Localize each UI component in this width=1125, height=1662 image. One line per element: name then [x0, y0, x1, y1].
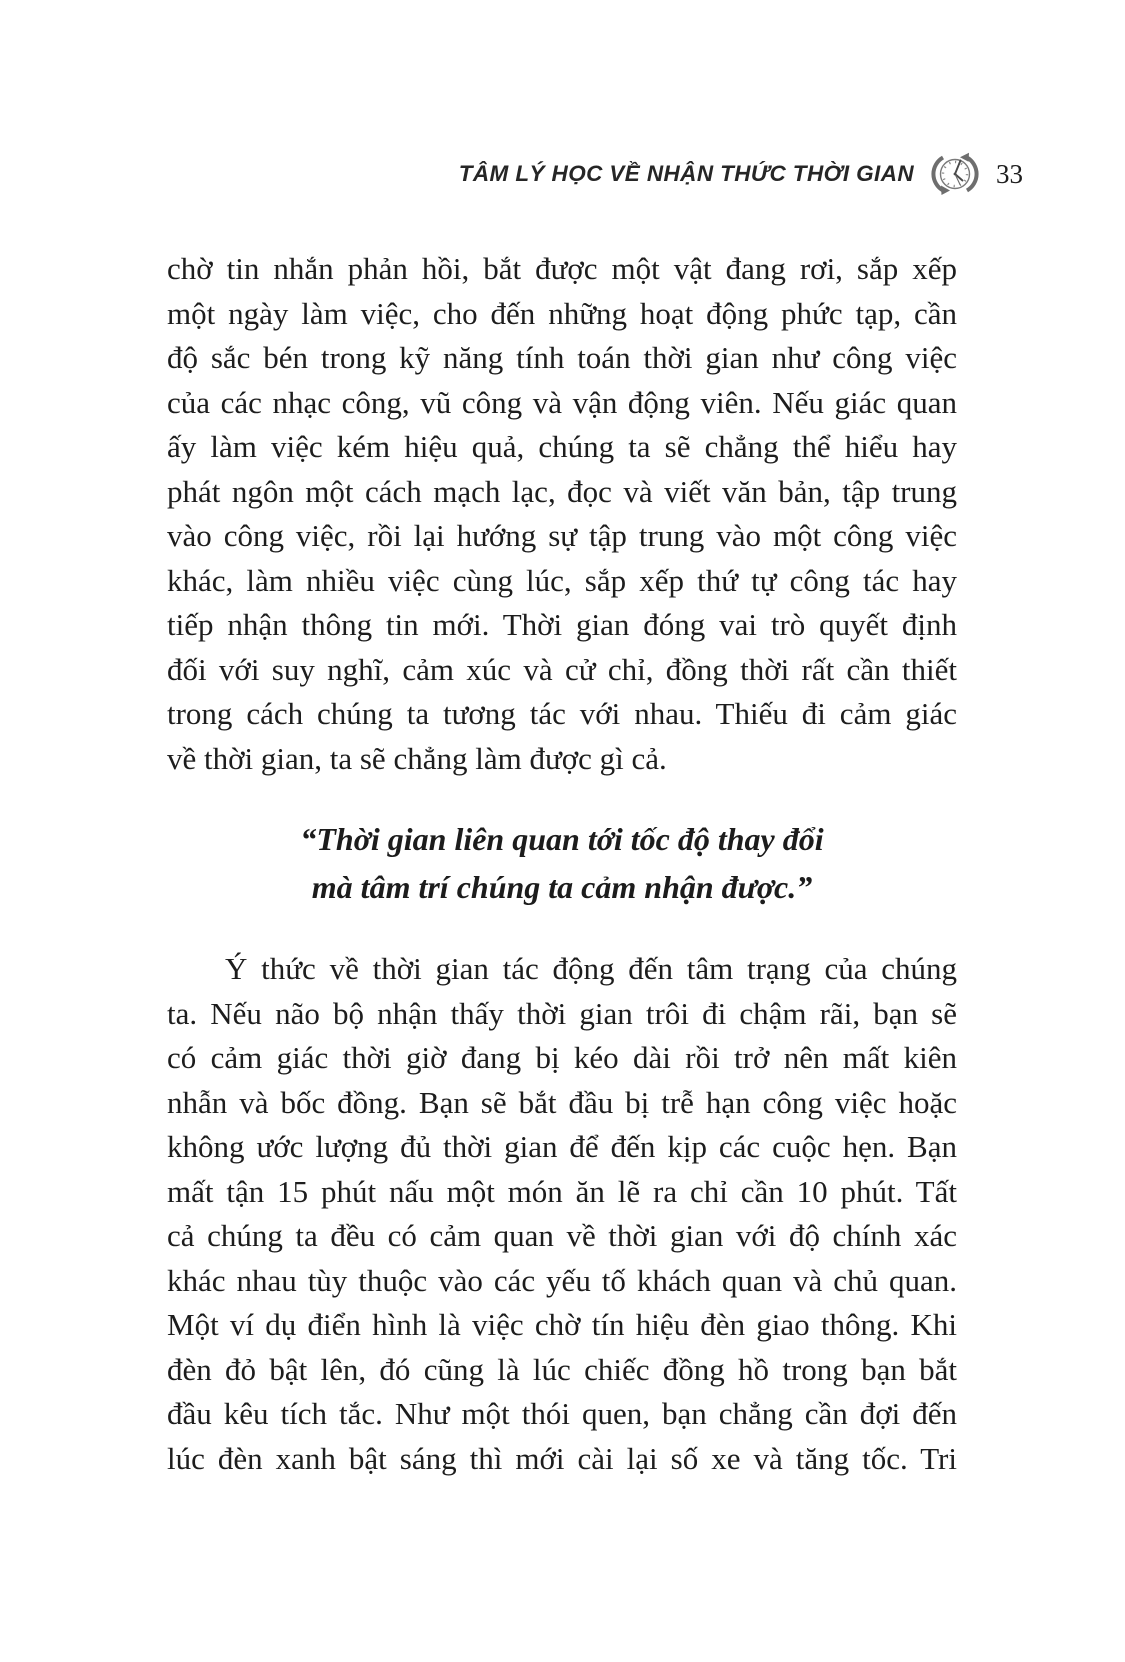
text-line: lúc đèn xanh bật sáng thì mới cài lại số xe và tăng tốc. Tri: [167, 1440, 957, 1476]
text-line: nhẫn và bốc đồng. Bạn sẽ bắt đầu bị trễ hạn công việc hoặc: [167, 1084, 957, 1120]
text-line: khác, làm nhiều việc cùng lúc, sắp xếp thứ tự công tác hay: [167, 562, 957, 598]
text-line: ta. Nếu não bộ nhận thấy thời gian trôi đi chậm rãi, bạn sẽ: [167, 995, 957, 1031]
text-line: chờ tin nhắn phản hồi, bắt được một vật đang rơi, sắp xếp: [167, 251, 957, 286]
text-line: khác nhau tùy thuộc vào các yếu tố khách quan và chủ quan.: [167, 1262, 957, 1298]
text-line: tiếp nhận thông tin mới. Thời gian đóng vai trò quyết định: [167, 607, 957, 642]
text-line: Một ví dụ điển hình là việc chờ tín hiệu đèn giao thông. Khi: [167, 1307, 957, 1342]
text-line: của các nhạc công, vũ công và vận động viên. Nếu giác quan: [167, 384, 957, 420]
text-line: cả chúng ta đều có cảm quan về thời gian với độ chính xác: [167, 1218, 957, 1253]
text-line: Ý thức về thời gian tác động đến tâm trạng của chúng: [225, 951, 957, 986]
page-number: 33: [996, 158, 1023, 189]
running-header: [0, 148, 1023, 200]
text-line: trong cách chúng ta tương tác với nhau. Thiếu đi cảm giác: [167, 696, 957, 731]
page-content: [167, 247, 957, 1481]
text-line: vào công việc, rồi lại hướng sự tập trung vào một công việc: [167, 518, 957, 553]
text-line: độ sắc bén trong kỹ năng tính toán thời gian như công việc: [167, 340, 957, 375]
paragraph-1: [167, 247, 957, 781]
text-line: về thời gian, ta sẽ chẳng làm được gì cả.: [167, 740, 667, 776]
text-line: phát ngôn một cách mạch lạc, đọc và viết văn bản, tập trung: [167, 473, 957, 509]
text-line: đầu kêu tích tắc. Như một thói quen, bạn chẳng cần đợi đến: [167, 1396, 957, 1431]
text-line: không ước lượng đủ thời gian để đến kịp các cuộc hẹn. Bạn: [167, 1129, 957, 1164]
text-line: một ngày làm việc, cho đến những hoạt động phức tạp, cần: [167, 295, 957, 331]
text-line: đèn đỏ bật lên, đó cũng là lúc chiếc đồng hồ trong bạn bắt: [167, 1351, 957, 1387]
text-line: ấy làm việc kém hiệu quả, chúng ta sẽ chẳng thể hiểu hay: [167, 429, 957, 464]
chapter-title: TÂM LÝ HỌC VỀ NHẬN THỨC THỜI GIAN: [458, 161, 914, 186]
quote-line: “Thời gian liên quan tới tốc độ thay đổi: [300, 821, 824, 857]
clock-icon: [929, 148, 981, 200]
text-line: mất tận 15 phút nấu một món ăn lẽ ra chỉ cần 10 phút. Tất: [167, 1173, 957, 1209]
paragraph-2: [167, 947, 957, 1481]
quote-line: mà tâm trí chúng ta cảm nhận được.”: [311, 869, 813, 905]
text-line: đối với suy nghĩ, cảm xúc và cử chỉ, đồng thời rất cần thiết: [167, 651, 957, 687]
pull-quote: [167, 815, 957, 911]
text-line: có cảm giác thời giờ đang bị kéo dài rồi trở nên mất kiên: [167, 1040, 957, 1075]
